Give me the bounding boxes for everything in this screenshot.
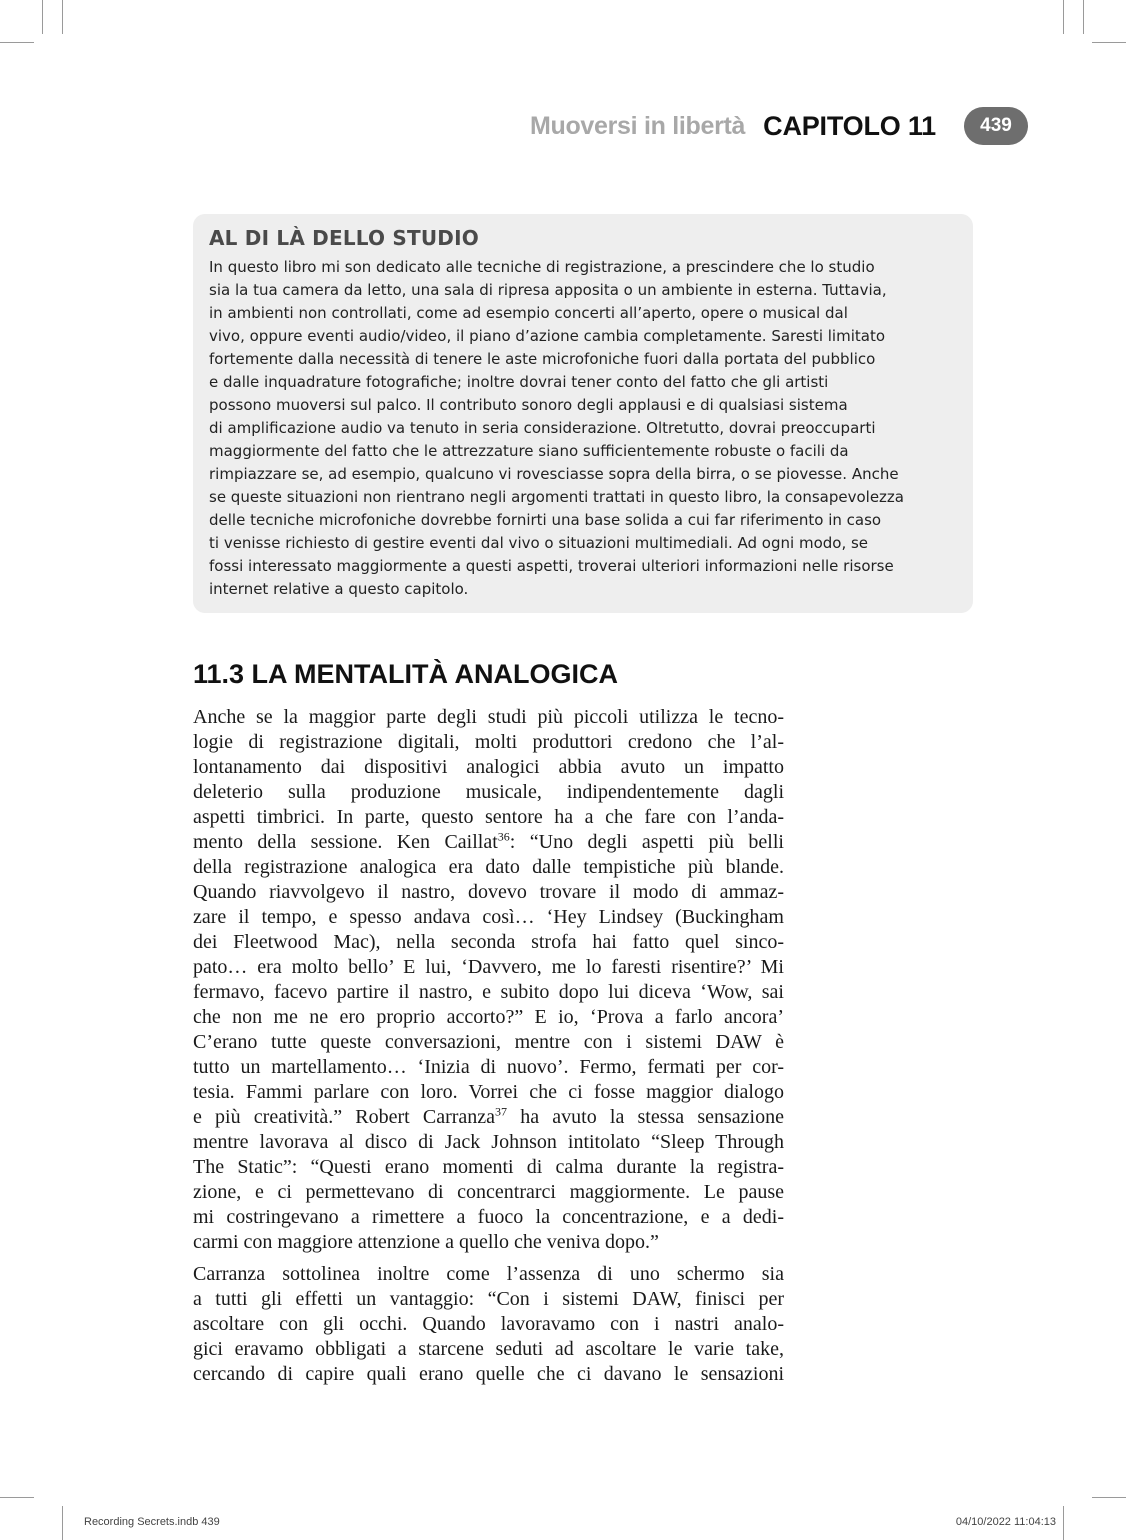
paragraph-line: mentre lavorava al disco di Jack Johnson intitolato “Sleep Through [193, 1131, 784, 1153]
crop-mark [0, 1497, 34, 1498]
sidebar-text-line: ti venisse richiesto di gestire eventi dal vivo o situazioni multimediali. Ad ogni modo, se [209, 534, 869, 552]
paragraph-line: carmi con maggiore attenzione a quello che veniva dopo.” [193, 1231, 659, 1253]
sidebar-text-line: se queste situazioni non rientrano negli argomenti trattati in questo libro, la consapevolezza [209, 488, 904, 506]
paragraph-line: logie di registrazione digitali, molti produttori credono che l’al- [193, 731, 784, 753]
paragraph-line: Carranza sottolinea inoltre come l’assenza di uno schermo sia [193, 1263, 784, 1285]
footer-file-name: Recording Secrets.indb 439 [84, 1516, 220, 1528]
paragraph-line [193, 1105, 784, 1130]
crop-mark [1063, 1506, 1064, 1540]
sidebar-text-line: di amplificazione audio va tenuto in seria considerazione. Oltretutto, dovrai preoccuparti [209, 419, 876, 437]
sidebar-text [209, 256, 957, 601]
paragraph-line: a tutti gli effetti un vantaggio: “Con i sistemi DAW, finisci per [193, 1288, 784, 1310]
sidebar-text-line: delle tecniche microfoniche dovrebbe fornirti una base solida a cui far riferimento in caso [209, 511, 882, 529]
crop-mark [62, 0, 63, 34]
sidebar-text-line: vivo, oppure eventi audio/video, il piano d’azione cambia completamente. Saresti limitato [209, 327, 885, 345]
sidebar-text-line: possono muoversi sul palco. Il contributo sonoro degli applausi e di qualsiasi sistema [209, 396, 848, 414]
paragraph-line: Anche se la maggior parte degli studi più piccoli utilizza le tecno- [193, 706, 784, 728]
running-head [530, 104, 1028, 148]
crop-mark [1083, 0, 1084, 34]
paragraph-line: The Static”: “Questi erano momenti di calma durante la registra- [193, 1156, 784, 1178]
text-span: mento della sessione. Ken Caillat [193, 831, 498, 853]
body-paragraph [193, 1262, 784, 1387]
paragraph-line: dei Fleetwood Mac), nella seconda strofa hai fatto quel sinco- [193, 931, 784, 953]
sidebar-text-line: sia la tua camera da letto, una sala di ripresa apposita o un ambiente in esterna. Tuttavia, [209, 281, 887, 299]
paragraph-line: C’erano tutte queste conversazioni, mentre con i sistemi DAW è [193, 1031, 784, 1053]
paragraph-line [193, 830, 784, 855]
paragraph-line: zare il tempo, e spesso andava così… ‘Hey Lindsey (Buckingham [193, 906, 784, 928]
sidebar-text-line: e dalle inquadrature fotografiche; inoltre dovrai tener conto del fatto che gli artisti [209, 373, 829, 391]
crop-mark [1063, 0, 1064, 34]
paragraph-line: ascoltare con gli occhi. Quando lavoravamo con i nastri analo- [193, 1313, 784, 1335]
sidebar-title: AL DI LÀ DELLO STUDIO [209, 226, 479, 250]
text-span: : “Uno degli aspetti più belli [509, 831, 784, 853]
sidebar-text-line: fortemente dalla necessità di tenere le aste microfoniche fuori dalla portata del pubblico [209, 350, 876, 368]
section-heading: 11.3 LA MENTALITÀ ANALOGICA [193, 659, 619, 689]
sidebar-text-line: internet relative a questo capitolo. [209, 580, 469, 598]
paragraph-line: tesia. Fammi parlare con loro. Vorrei che ci fosse maggior dialogo [193, 1081, 784, 1103]
paragraph-line: mi costringevano a rimettere a fuoco la concentrazione, e a dedi- [193, 1206, 784, 1228]
paragraph-line: cercando di capire quali erano quelle che ci davano le sensazioni [193, 1363, 784, 1385]
paragraph-line: tutto un martellamento… ‘Inizia di nuovo’. Fermo, fermati per cor- [193, 1056, 784, 1078]
body-paragraph [193, 705, 784, 1255]
sidebar-text-line: rimpiazzare se, ad esempio, qualcuno vi rovesciasse sopra della birra, o se piovesse. Anche [209, 465, 899, 483]
crop-mark [62, 1506, 63, 1540]
text-span: e più creatività.” Robert Carranza [193, 1106, 496, 1128]
footnote-marker[interactable]: 36 [497, 829, 510, 844]
paragraph-line: pato… era molto bello’ E lui, ‘Davvero, me lo faresti risentire?’ Mi [193, 956, 784, 978]
paragraph-line: deleterio sulla produzione musicale, indipendentemente dagli [193, 781, 784, 803]
sidebar-text-line: In questo libro mi son dedicato alle tecniche di registrazione, a prescindere che lo studio [209, 258, 875, 276]
running-head-chapter-label: CAPITOLO 11 [763, 110, 936, 141]
footer-timestamp: 04/10/2022 11:04:13 [955, 1516, 1056, 1528]
crop-mark [1092, 42, 1126, 43]
sidebar-text-line: maggiormente del fatto che le attrezzature siano sufficientemente robuste o facili da [209, 442, 849, 460]
paragraph-line: della registrazione analogica era dato dalle tempistiche più blande. [193, 856, 784, 878]
sidebar-text-line: in ambienti non controllati, come ad esempio concerti all’aperto, opere o musical dal [209, 304, 848, 322]
paragraph-line: aspetti timbrici. In parte, questo sentore ha a che fare con l’anda- [193, 806, 784, 828]
footnote-marker[interactable]: 37 [495, 1104, 508, 1119]
paragraph-line: lontanamento dai dispositivi analogici abbia avuto un impatto [193, 756, 784, 778]
crop-mark [0, 42, 34, 43]
paragraph-line: fermavo, facevo partire il nastro, e subito dopo lui diceva ‘Wow, sai [193, 981, 784, 1003]
text-span: ha avuto la stessa sensazione [507, 1106, 784, 1128]
page-number-badge: 439 [964, 107, 1028, 145]
paragraph-line: gici eravamo obbligati a starcene seduti ad ascoltare le varie take, [193, 1338, 784, 1360]
sidebar-text-line: fossi interessato maggiormente a questi aspetti, troverai ulteriori informazioni nelle risorse [209, 557, 894, 575]
paragraph-line: che non me ne ero proprio accorto?” E io, ‘Prova a farlo ancora’ [193, 1006, 784, 1028]
crop-mark [42, 0, 43, 34]
crop-mark [1092, 1497, 1126, 1498]
paragraph-line: zione, e ci permettevano di concentrarci maggiormente. Le pause [193, 1181, 784, 1203]
paragraph-line: Quando riavvolgevo il nastro, dovevo trovare il modo di ammaz- [193, 881, 784, 903]
running-head-section-title: Muoversi in libertà [529, 111, 746, 140]
sidebar-box [193, 214, 973, 613]
